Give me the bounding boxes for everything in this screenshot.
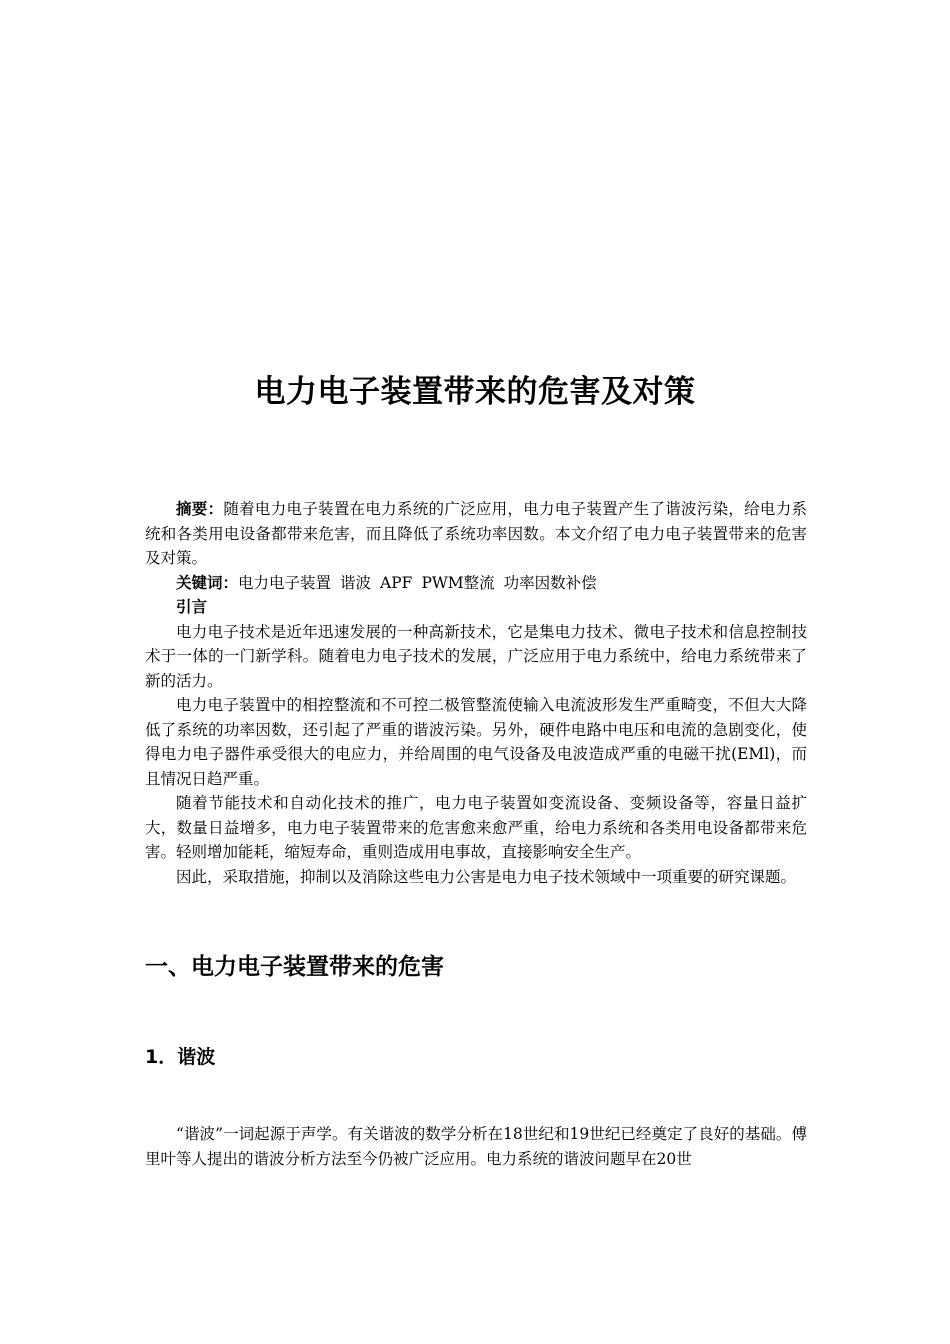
intro-paragraph: 电力电子装置中的相控整流和不可控二极管整流使输入电流波形发生严重畸变，不但大大降低了系统的功率因数，还引起了严重的谐波污染。另外，硬件电路中电压和电流的急剧变化，使得电力电子器件承受很大的电应力，并给周围的电气设备及电波造成严重的电磁干扰(EMl)，而且情况日趋严重。 — [145, 696, 807, 788]
abstract-text: 随着电力电子装置在电力系统的广泛应用，电力电子装置产生了谐波污染，给电力系统和各类用电设备都带来危害，而且降低了系统功率因数。本文介绍了电力电子装置带来的危害及对策。 — [145, 500, 807, 567]
keyword: APF — [380, 573, 413, 592]
body-paragraph: “谐波”一词起源于声学。有关谐波的数学分析在18世纪和19世纪已经奠定了良好的基础。傅里叶等人提出的谐波分析方法至今仍被广泛应用。电力系统的谐波问题早在20世 — [145, 1125, 807, 1168]
keywords-paragraph — [145, 571, 807, 596]
intro-paragraph: 电力电子技术是近年迅速发展的一种高新技术，它是集电力技术、微电子技术和信息控制技术于一体的一门新学科。随着电力电子技术的发展，广泛应用于电力系统中，给电力系统带来了新的活力。 — [145, 622, 807, 690]
keyword: PWM整流 — [421, 573, 495, 592]
intro-paragraph: 因此，采取措施，抑制以及消除这些电力公害是电力电子技术领域中一项重要的研究课题。 — [176, 867, 797, 886]
intro-heading: 引言 — [176, 598, 208, 616]
intro-paragraph: 随着节能技术和自动化技术的推广，电力电子装置如变流设备、变频设备等，容量日益扩大，数量日益增多，电力电子装置带来的危害愈来愈严重，给电力系统和各类用电设备都带来危害。轻则增加能耗，缩短寿命，重则造成用电事故，直接影响安全生产。 — [145, 794, 807, 861]
subsection-heading: 1．谐波 — [145, 1046, 216, 1068]
keyword: 功率因数补偿 — [503, 573, 597, 592]
abstract-label: 摘要： — [176, 500, 224, 518]
document-title: 电力电子装置带来的危害及对策 — [254, 374, 696, 410]
keywords-label: 关键词： — [176, 573, 239, 592]
keyword: 谐波 — [340, 573, 372, 592]
section-heading: 一、电力电子装置带来的危害 — [145, 954, 444, 980]
section-body — [145, 1122, 807, 1171]
abstract-paragraph — [145, 497, 807, 571]
keyword: 电力电子装置 — [238, 573, 332, 592]
front-matter — [145, 497, 807, 889]
